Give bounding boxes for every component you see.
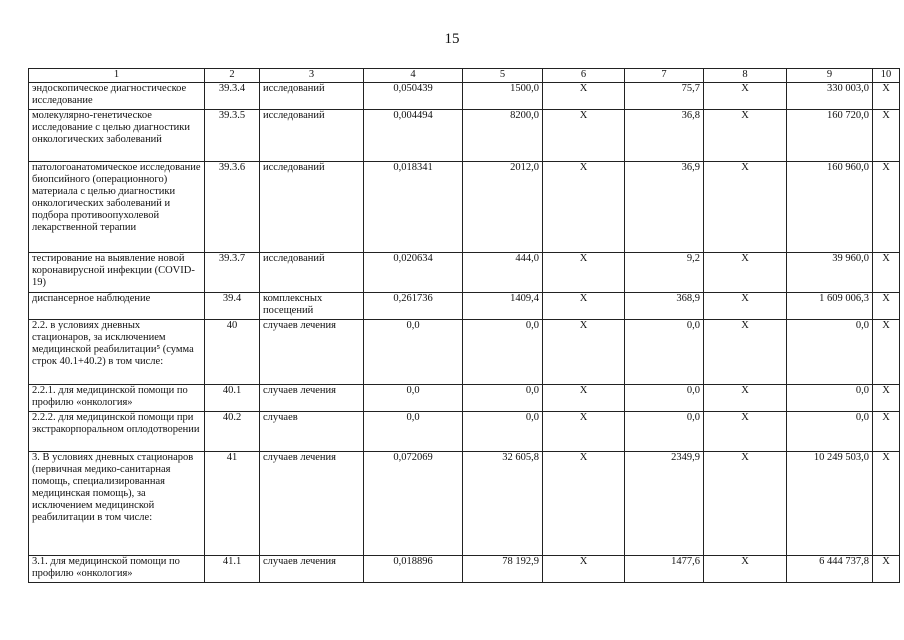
row-norm: 0,018896 bbox=[364, 556, 463, 583]
row-c6: X bbox=[543, 385, 625, 412]
row-c6: X bbox=[543, 110, 625, 162]
row-c10: X bbox=[873, 556, 900, 583]
row-c9: 39 960,0 bbox=[787, 253, 873, 293]
row-code: 41 bbox=[205, 452, 260, 556]
row-name: патологоанатомическое исследование биопсийного (операционного) материала с целью диагностики онкологических заболеваний и подбора противоопухолевой лекарственной терапии bbox=[29, 162, 205, 253]
row-c6: X bbox=[543, 293, 625, 320]
row-c7: 36,9 bbox=[625, 162, 704, 253]
row-c10: X bbox=[873, 452, 900, 556]
report-table bbox=[28, 68, 900, 583]
row-c6: X bbox=[543, 452, 625, 556]
row-c8: X bbox=[704, 293, 787, 320]
row-c9: 160 960,0 bbox=[787, 162, 873, 253]
row-c8: X bbox=[704, 253, 787, 293]
column-header: 3 bbox=[260, 69, 364, 83]
row-cost: 0,0 bbox=[463, 320, 543, 385]
row-cost: 78 192,9 bbox=[463, 556, 543, 583]
row-cost: 444,0 bbox=[463, 253, 543, 293]
column-header: 9 bbox=[787, 69, 873, 83]
row-c6: X bbox=[543, 253, 625, 293]
row-name: 2.2. в условиях дневных стационаров, за исключением медицинской реабилитации⁵ (сумма строк 40.1+40.2) в том числе: bbox=[29, 320, 205, 385]
column-header: 4 bbox=[364, 69, 463, 83]
row-code: 41.1 bbox=[205, 556, 260, 583]
row-norm: 0,004494 bbox=[364, 110, 463, 162]
row-c8: X bbox=[704, 385, 787, 412]
row-unit: исследований bbox=[260, 83, 364, 110]
row-name: 3. В условиях дневных стационаров (первичная медико-санитарная помощь, специализированная медицинская помощь), за исключением медицинской реабилитации в том числе: bbox=[29, 452, 205, 556]
row-unit: исследований bbox=[260, 110, 364, 162]
row-c10: X bbox=[873, 162, 900, 253]
row-c10: X bbox=[873, 385, 900, 412]
row-code: 40.2 bbox=[205, 412, 260, 452]
row-c9: 0,0 bbox=[787, 320, 873, 385]
column-header: 5 bbox=[463, 69, 543, 83]
table-row bbox=[29, 293, 900, 320]
row-unit: исследований bbox=[260, 253, 364, 293]
row-norm: 0,050439 bbox=[364, 83, 463, 110]
row-c10: X bbox=[873, 83, 900, 110]
row-unit: исследований bbox=[260, 162, 364, 253]
row-c9: 0,0 bbox=[787, 412, 873, 452]
row-c6: X bbox=[543, 556, 625, 583]
row-c9: 10 249 503,0 bbox=[787, 452, 873, 556]
table-row bbox=[29, 162, 900, 253]
row-c7: 1477,6 bbox=[625, 556, 704, 583]
row-c7: 75,7 bbox=[625, 83, 704, 110]
row-name: 3.1. для медицинской помощи по профилю «онкология» bbox=[29, 556, 205, 583]
column-header: 7 bbox=[625, 69, 704, 83]
row-code: 39.3.6 bbox=[205, 162, 260, 253]
row-cost: 32 605,8 bbox=[463, 452, 543, 556]
row-c6: X bbox=[543, 412, 625, 452]
row-norm: 0,0 bbox=[364, 412, 463, 452]
row-c7: 0,0 bbox=[625, 385, 704, 412]
row-unit: случаев лечения bbox=[260, 385, 364, 412]
row-unit: случаев bbox=[260, 412, 364, 452]
table-row bbox=[29, 452, 900, 556]
row-c7: 368,9 bbox=[625, 293, 704, 320]
table-row bbox=[29, 556, 900, 583]
row-c9: 330 003,0 bbox=[787, 83, 873, 110]
row-c8: X bbox=[704, 110, 787, 162]
row-c8: X bbox=[704, 452, 787, 556]
row-code: 39.3.5 bbox=[205, 110, 260, 162]
row-cost: 2012,0 bbox=[463, 162, 543, 253]
row-c8: X bbox=[704, 162, 787, 253]
table-row bbox=[29, 385, 900, 412]
row-code: 39.3.4 bbox=[205, 83, 260, 110]
row-name: диспансерное наблюдение bbox=[29, 293, 205, 320]
row-code: 39.3.7 bbox=[205, 253, 260, 293]
row-name: молекулярно-генетическое исследование с целью диагностики онкологических заболеваний bbox=[29, 110, 205, 162]
row-c7: 0,0 bbox=[625, 320, 704, 385]
header-row bbox=[29, 69, 900, 83]
row-norm: 0,0 bbox=[364, 320, 463, 385]
row-c7: 9,2 bbox=[625, 253, 704, 293]
row-norm: 0,0 bbox=[364, 385, 463, 412]
row-c6: X bbox=[543, 162, 625, 253]
row-c7: 2349,9 bbox=[625, 452, 704, 556]
row-name: 2.2.1. для медицинской помощи по профилю «онкология» bbox=[29, 385, 205, 412]
table-row bbox=[29, 83, 900, 110]
row-c10: X bbox=[873, 293, 900, 320]
row-c8: X bbox=[704, 320, 787, 385]
table-row bbox=[29, 253, 900, 293]
row-unit: случаев лечения bbox=[260, 556, 364, 583]
row-c7: 36,8 bbox=[625, 110, 704, 162]
row-cost: 1409,4 bbox=[463, 293, 543, 320]
page-number: 15 bbox=[444, 31, 460, 47]
row-c10: X bbox=[873, 412, 900, 452]
row-c10: X bbox=[873, 320, 900, 385]
row-cost: 1500,0 bbox=[463, 83, 543, 110]
column-header: 2 bbox=[205, 69, 260, 83]
column-header: 8 bbox=[704, 69, 787, 83]
row-name: эндоскопическое диагностическое исследование bbox=[29, 83, 205, 110]
row-name: 2.2.2. для медицинской помощи при экстракорпоральном оплодотворении bbox=[29, 412, 205, 452]
row-norm: 0,018341 bbox=[364, 162, 463, 253]
row-unit: случаев лечения bbox=[260, 320, 364, 385]
row-c10: X bbox=[873, 253, 900, 293]
row-code: 40 bbox=[205, 320, 260, 385]
row-c8: X bbox=[704, 83, 787, 110]
column-header: 1 bbox=[29, 69, 205, 83]
column-header: 6 bbox=[543, 69, 625, 83]
column-header: 10 bbox=[873, 69, 900, 83]
row-c6: X bbox=[543, 320, 625, 385]
row-c9: 6 444 737,8 bbox=[787, 556, 873, 583]
table-row bbox=[29, 320, 900, 385]
row-c7: 0,0 bbox=[625, 412, 704, 452]
row-code: 39.4 bbox=[205, 293, 260, 320]
row-c9: 0,0 bbox=[787, 385, 873, 412]
row-c9: 160 720,0 bbox=[787, 110, 873, 162]
table-row bbox=[29, 412, 900, 452]
row-cost: 0,0 bbox=[463, 412, 543, 452]
row-c10: X bbox=[873, 110, 900, 162]
row-c8: X bbox=[704, 556, 787, 583]
row-unit: комплексных посещений bbox=[260, 293, 364, 320]
row-code: 40.1 bbox=[205, 385, 260, 412]
row-norm: 0,072069 bbox=[364, 452, 463, 556]
table-row bbox=[29, 110, 900, 162]
row-c6: X bbox=[543, 83, 625, 110]
row-c8: X bbox=[704, 412, 787, 452]
row-norm: 0,020634 bbox=[364, 253, 463, 293]
row-norm: 0,261736 bbox=[364, 293, 463, 320]
row-unit: случаев лечения bbox=[260, 452, 364, 556]
row-cost: 0,0 bbox=[463, 385, 543, 412]
row-c9: 1 609 006,3 bbox=[787, 293, 873, 320]
row-name: тестирование на выявление новой коронавирусной инфекции (COVID-19) bbox=[29, 253, 205, 293]
row-cost: 8200,0 bbox=[463, 110, 543, 162]
